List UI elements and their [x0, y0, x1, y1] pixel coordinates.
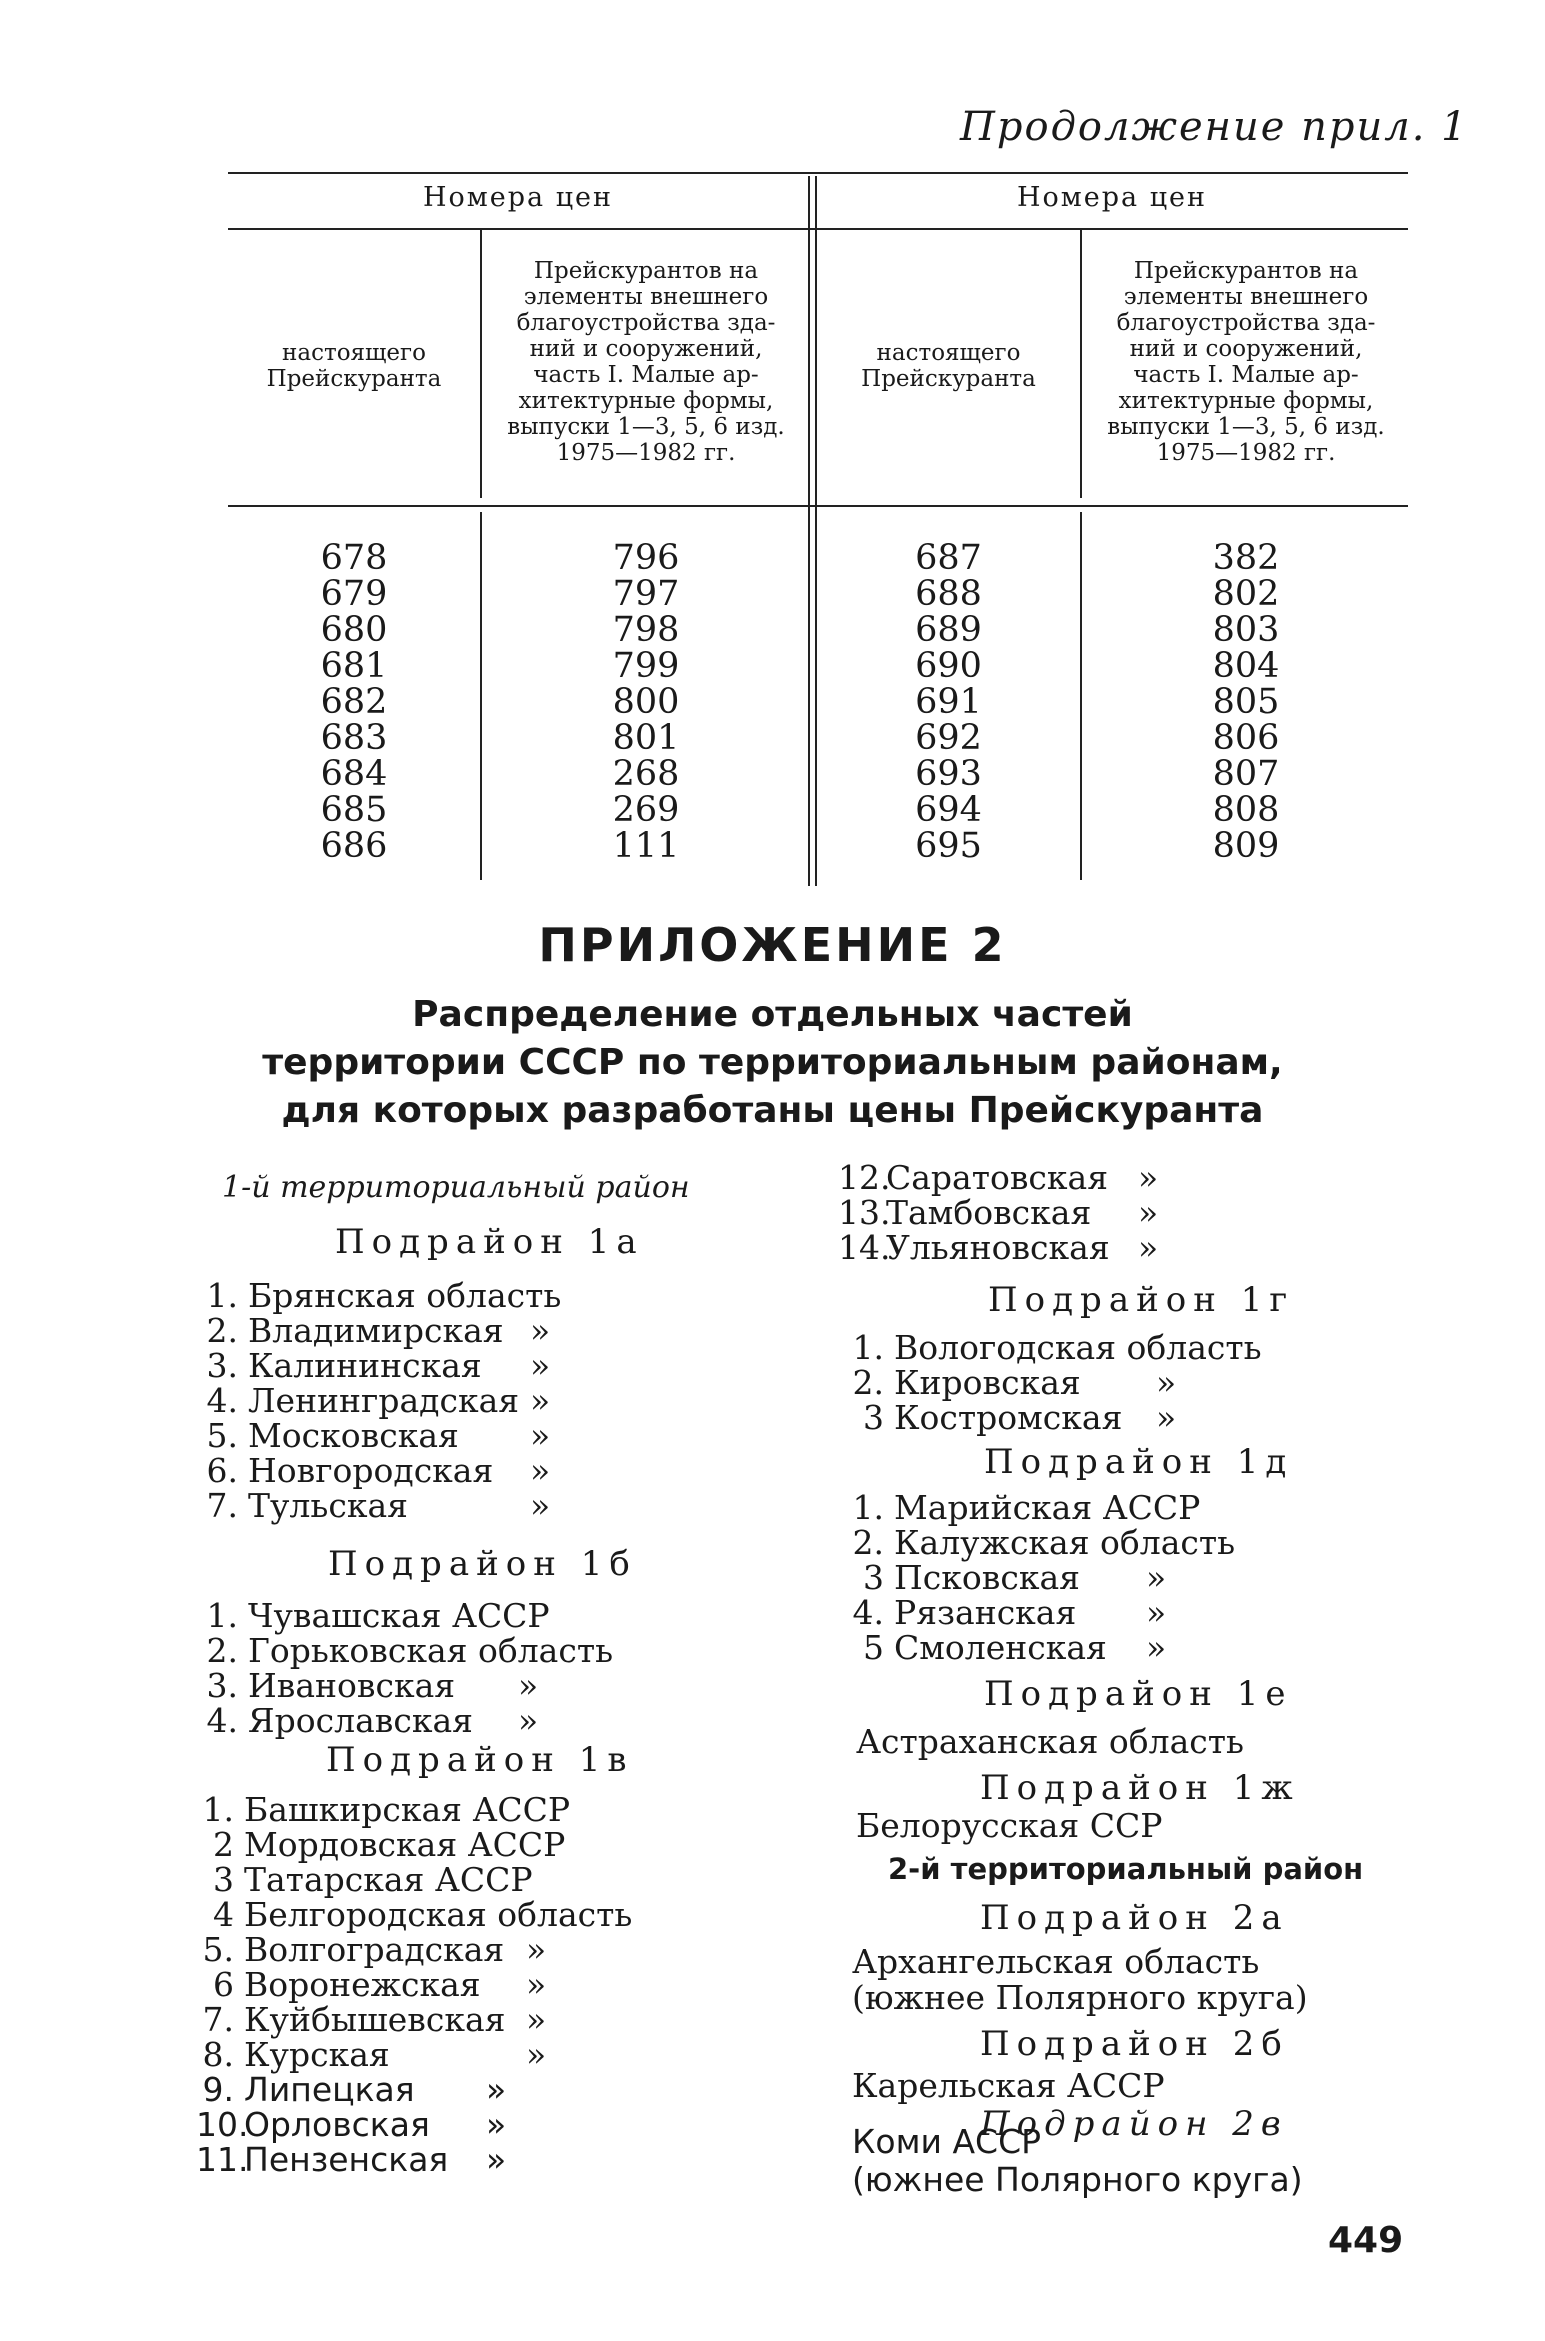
list-item: [838, 1160, 1258, 1195]
table-cell: 681: [320, 646, 388, 686]
ditto-mark: »: [530, 1451, 551, 1490]
table-cell: 111: [612, 826, 680, 866]
item-name: Липецкая: [244, 2070, 415, 2109]
table-cell: 692: [915, 718, 982, 758]
col-header-other-left: Прейскурантов на элементы внешнего благоустройства зда- ний и сооружений, часть I. Малые ар- хитектурные формы, выпуски 1—3, 5, 6 изд. 1975—1982 гг.: [507, 258, 785, 466]
item-name: Башкирская АССР: [244, 1790, 571, 1829]
list-item: [196, 2142, 636, 2177]
item-number: 2.: [206, 1631, 238, 1670]
item-number: 5: [863, 1628, 884, 1667]
table-cell: 694: [915, 790, 982, 830]
table-cell: 691: [915, 682, 982, 722]
item-name: Ульяновская: [886, 1228, 1110, 1267]
item-name: Ленинградская: [248, 1381, 520, 1420]
ditto-mark: »: [526, 2000, 547, 2039]
ditto-mark: »: [1146, 1593, 1167, 1632]
item-name: Куйбышевская: [244, 2000, 506, 2039]
col-header-current-right: настоящего Прейскуранта: [861, 340, 1036, 392]
group-header-right: Номера цен: [1016, 182, 1208, 213]
list-item: [196, 1862, 636, 1897]
list-item: [196, 1897, 636, 1932]
list-item: [200, 1278, 620, 1313]
ditto-mark: »: [486, 2070, 507, 2109]
table-cell: 689: [915, 610, 982, 650]
item-number: 1.: [206, 1276, 238, 1315]
list-1g: [846, 1330, 1266, 1435]
table-col-4: [1084, 540, 1408, 864]
list-item: [838, 1195, 1258, 1230]
subregion-1a: Подрайон 1а: [335, 1222, 644, 1262]
item-number: 5.: [202, 1930, 234, 1969]
item-number: 3: [863, 1558, 884, 1597]
item-name: Курская: [244, 2035, 390, 2074]
ditto-mark: »: [1156, 1398, 1177, 1437]
list-item: [846, 1490, 1266, 1525]
col-divider-3: [1080, 228, 1082, 498]
list-item: [196, 1967, 636, 2002]
ditto-mark: »: [1138, 1228, 1159, 1267]
ditto-mark: »: [1138, 1158, 1159, 1197]
list-item: [846, 1330, 1266, 1365]
subregion-1e-text: Астраханская область: [856, 1722, 1244, 1761]
list-item: [200, 1418, 620, 1453]
group-header-left: Номера цен: [422, 182, 614, 213]
list-1v: [196, 1792, 636, 2177]
item-number: 3: [213, 1860, 234, 1899]
list-item: [846, 1560, 1266, 1595]
list-item: [200, 1488, 620, 1523]
item-number: 1.: [206, 1596, 238, 1635]
item-number: 3.: [206, 1666, 238, 1705]
list-item: [846, 1595, 1266, 1630]
list-item: [838, 1230, 1258, 1265]
table-cell: 680: [320, 610, 388, 650]
subregion-1zh: Подрайон 1ж: [980, 1768, 1300, 1808]
item-name: Новгородская: [248, 1451, 494, 1490]
item-name: Белгородская область: [244, 1895, 633, 1934]
subregion-2v-text-line: Коми АССР: [852, 2122, 1042, 2161]
item-name: Ивановская: [248, 1666, 456, 1705]
table-top-rule: [228, 172, 1408, 174]
item-name: Тамбовская: [886, 1193, 1092, 1232]
appendix-subtitle-line: для которых разработаны цены Прейскуранта: [281, 1090, 1264, 1131]
subregion-2v: Подрайон 2в: [980, 2104, 1288, 2144]
list-item: [846, 1365, 1266, 1400]
list-item: [200, 1453, 620, 1488]
list-item: [196, 2107, 636, 2142]
list-item: [200, 1668, 620, 1703]
region-1-title: 1-й территориальный район: [222, 1170, 690, 1205]
table-col-2: [484, 540, 808, 864]
item-name: Марийская АССР: [894, 1488, 1201, 1527]
list-item: [196, 1792, 636, 1827]
table-cell: 695: [915, 826, 982, 866]
subregion-1g: Подрайон 1г: [988, 1280, 1295, 1320]
ditto-mark: »: [518, 1701, 539, 1740]
item-name: Московская: [248, 1416, 459, 1455]
ditto-mark: »: [530, 1311, 551, 1350]
table-cell: 797: [612, 574, 680, 614]
continuation-header: Продолжение прил. 1: [960, 104, 1469, 150]
item-name: Ярославская: [248, 1701, 473, 1740]
table-cell: 806: [1212, 718, 1280, 758]
item-name: Рязанская: [894, 1593, 1077, 1632]
item-name: Чувашская АССР: [248, 1596, 550, 1635]
item-number: 3.: [206, 1346, 238, 1385]
ditto-mark: »: [530, 1381, 551, 1420]
list-item: [196, 1932, 636, 1967]
list-1v-continued: [838, 1160, 1258, 1265]
page-number: 449: [1328, 2220, 1404, 2261]
item-number: 1.: [852, 1488, 884, 1527]
ditto-mark: »: [530, 1416, 551, 1455]
table-cell: 684: [320, 754, 388, 794]
list-item: [200, 1633, 620, 1668]
subregion-1d: Подрайон 1д: [984, 1442, 1294, 1482]
ditto-mark: »: [1146, 1558, 1167, 1597]
item-number: 6: [213, 1965, 234, 2004]
ditto-mark: »: [1146, 1628, 1167, 1667]
table-cell: 803: [1212, 610, 1280, 650]
item-number: 9.: [202, 2070, 234, 2109]
ditto-mark: »: [1156, 1363, 1177, 1402]
item-number: 1.: [852, 1328, 884, 1367]
item-name: Псковская: [894, 1558, 1080, 1597]
appendix-title: ПРИЛОЖЕНИЕ 2: [538, 918, 1007, 972]
item-number: 7.: [202, 2000, 234, 2039]
item-name: Брянская область: [248, 1276, 562, 1315]
item-number: 12.: [838, 1158, 891, 1197]
item-number: 3: [863, 1398, 884, 1437]
list-item: [846, 1630, 1266, 1665]
table-cell: 801: [612, 718, 680, 758]
subregion-2b: Подрайон 2б: [980, 2024, 1289, 2064]
item-number: 2: [213, 1825, 234, 1864]
table-col-3: [817, 540, 1080, 864]
item-name: Волгоградская: [244, 1930, 505, 1969]
list-item: [196, 2072, 636, 2107]
item-number: 2.: [852, 1523, 884, 1562]
item-name: Пензенская: [244, 2140, 449, 2179]
item-name: Костромская: [894, 1398, 1123, 1437]
ditto-mark: »: [1138, 1193, 1159, 1232]
subregion-2v-text-line: (южнее Полярного круга): [852, 2160, 1303, 2199]
list-1a: [200, 1278, 620, 1523]
table-cell: 688: [915, 574, 982, 614]
table-cell: 802: [1212, 574, 1280, 614]
item-number: 2.: [206, 1311, 238, 1350]
ditto-mark: »: [526, 1965, 547, 2004]
list-item: [196, 2002, 636, 2037]
table-cell: 685: [320, 790, 388, 830]
item-name: Саратовская: [886, 1158, 1109, 1197]
item-name: Смоленская: [894, 1628, 1107, 1667]
table-cell: 805: [1212, 682, 1280, 722]
list-item: [200, 1383, 620, 1418]
item-name: Горьковская область: [248, 1631, 614, 1670]
item-name: Калужская область: [894, 1523, 1236, 1562]
item-number: 6.: [206, 1451, 238, 1490]
col-divider-1b: [480, 512, 482, 880]
table-cell: 693: [915, 754, 982, 794]
item-name: Воронежская: [244, 1965, 481, 2004]
item-name: Кировская: [894, 1363, 1081, 1402]
table-cell: 807: [1212, 754, 1280, 794]
item-name: Тульская: [248, 1486, 408, 1525]
list-item: [200, 1598, 620, 1633]
table-cell: 687: [915, 538, 982, 578]
subregion-1e: Подрайон 1е: [984, 1674, 1293, 1714]
subregion-1v: Подрайон 1в: [326, 1740, 634, 1780]
subregion-2a-text-line: Архангельская область: [852, 1942, 1260, 1981]
item-name: Калининская: [248, 1346, 482, 1385]
table-col-1: [228, 540, 480, 864]
table-cell: 809: [1212, 826, 1280, 866]
item-number: 13.: [838, 1193, 891, 1232]
item-number: 8.: [202, 2035, 234, 2074]
subregion-2b-text: Карельская АССР: [852, 2066, 1165, 2105]
list-item: [200, 1313, 620, 1348]
ditto-mark: »: [486, 2140, 507, 2179]
table-cell: 686: [320, 826, 388, 866]
table-cell: 800: [612, 682, 680, 722]
item-number: 11.: [196, 2140, 249, 2179]
item-name: Мордовская АССР: [244, 1825, 566, 1864]
item-number: 4.: [206, 1701, 238, 1740]
table-body-rule: [228, 505, 1408, 507]
list-1b: [200, 1598, 620, 1738]
ditto-mark: »: [526, 1930, 547, 1969]
table-cell: 808: [1212, 790, 1280, 830]
list-item: [846, 1525, 1266, 1560]
appendix-subtitle-line: территории СССР по территориальным районам,: [262, 1042, 1283, 1083]
table-cell: 678: [320, 538, 388, 578]
table-cell: 269: [612, 790, 680, 830]
item-number: 5.: [206, 1416, 238, 1455]
item-number: 10.: [196, 2105, 249, 2144]
table-cell: 682: [320, 682, 388, 722]
list-item: [846, 1400, 1266, 1435]
subregion-2a-text-line: (южнее Полярного круга): [852, 1978, 1308, 2017]
region-2-title: 2-й территориальный район: [888, 1852, 1364, 1886]
table-cell: 268: [612, 754, 680, 794]
table-cell: 683: [320, 718, 388, 758]
ditto-mark: »: [530, 1486, 551, 1525]
appendix-subtitle-line: Распределение отдельных частей: [412, 994, 1133, 1035]
col-header-current-left: настоящего Прейскуранта: [266, 340, 442, 392]
item-number: 7.: [206, 1486, 238, 1525]
subregion-1zh-text: Белорусская ССР: [856, 1806, 1163, 1845]
item-number: 2.: [852, 1363, 884, 1402]
col-header-other-right: Прейскурантов на элементы внешнего благоустройства зда- ний и сооружений, часть I. Малые ар- хитектурные формы, выпуски 1—3, 5, 6 изд. 1975—1982 гг.: [1107, 258, 1385, 466]
col-divider-1: [480, 228, 482, 498]
table-cell: 679: [320, 574, 388, 614]
item-number: 4.: [852, 1593, 884, 1632]
center-double-rule-a: [808, 176, 810, 886]
item-name: Вологодская область: [894, 1328, 1262, 1367]
ditto-mark: »: [518, 1666, 539, 1705]
list-item: [196, 2037, 636, 2072]
subregion-2a: Подрайон 2а: [980, 1898, 1289, 1938]
item-number: 1.: [202, 1790, 234, 1829]
item-number: 14.: [838, 1228, 891, 1267]
table-header-rule: [228, 228, 1408, 230]
list-1d: [846, 1490, 1266, 1665]
item-name: Владимирская: [248, 1311, 504, 1350]
item-number: 4: [213, 1895, 234, 1934]
table-cell: 382: [1212, 538, 1280, 578]
list-item: [196, 1827, 636, 1862]
subregion-1b: Подрайон 1б: [328, 1544, 637, 1584]
ditto-mark: »: [526, 2035, 547, 2074]
item-name: Орловская: [244, 2105, 430, 2144]
table-cell: 796: [612, 538, 680, 578]
item-name: Татарская АССР: [244, 1860, 533, 1899]
ditto-mark: »: [486, 2105, 507, 2144]
table-cell: 798: [612, 610, 680, 650]
table-cell: 799: [612, 646, 680, 686]
ditto-mark: »: [530, 1346, 551, 1385]
list-item: [200, 1703, 620, 1738]
table-cell: 690: [915, 646, 982, 686]
item-number: 4.: [206, 1381, 238, 1420]
col-divider-3b: [1080, 512, 1082, 880]
table-cell: 804: [1212, 646, 1280, 686]
list-item: [200, 1348, 620, 1383]
